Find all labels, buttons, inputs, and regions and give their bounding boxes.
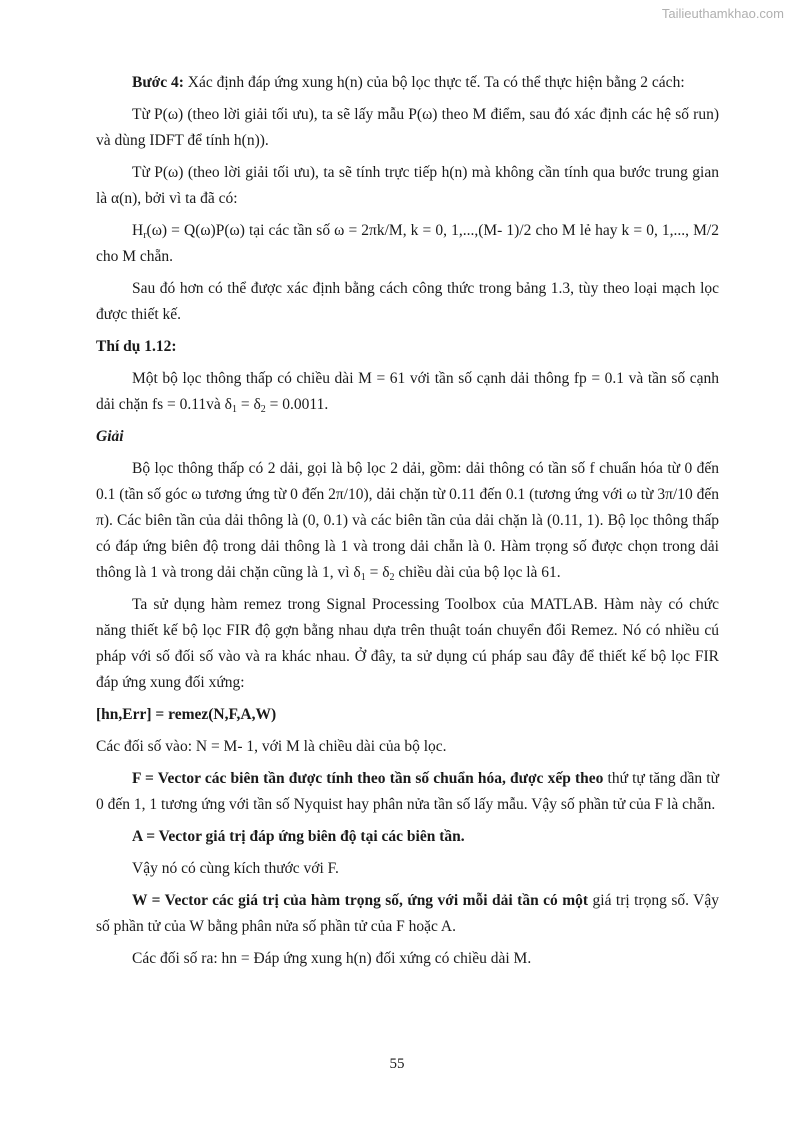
- paragraph-table-ref: Sau đó hơn có thể được xác định bằng cách công thức trong bảng 1.3, tùy theo loại mạch lọc được thiết kế.: [96, 280, 719, 323]
- paragraph-inputs: Các đối số vào: N = M- 1, với M là chiều dài của bộ lọc.: [96, 738, 447, 755]
- paragraph-f-vector: [96, 766, 719, 818]
- ex-b: = δ: [237, 396, 261, 413]
- ex-c: = 0.0011.: [265, 396, 329, 413]
- step4-label: Bước 4:: [132, 74, 184, 91]
- w-vector-bold: W = Vector các giá trị của hàm trọng số, ứng với mỗi dải tần có một: [132, 892, 589, 909]
- paragraph-method2: Từ P(ω) (theo lời giải tối ưu), ta sẽ tính trực tiếp h(n) mà không cần tính qua bước trung gian là α(n), bởi vì ta đã có:: [96, 164, 719, 207]
- paragraph-example: [96, 366, 719, 418]
- hr-a: H: [132, 222, 144, 239]
- page-content: [96, 70, 719, 972]
- paragraph-solution: [96, 456, 719, 586]
- sol-c: chiều dài của bộ lọc là 61.: [394, 564, 561, 581]
- ex-a: Một bộ lọc thông thấp có chiều dài M = 61 với tần số cạnh dải thông fp = 0.1 và tần số cạnh dải chặn fs = 0.11và δ: [96, 370, 719, 413]
- f-vector-text: thứ tự tăng dần từ 0 đến 1, 1 tương ứng với tần số Nyquist hay phân nửa tần số lấy mẫu. Vậy số phần tử của F là chẵn.: [96, 770, 720, 813]
- page-number: 55: [389, 1056, 405, 1072]
- sol-b: = δ: [365, 564, 390, 581]
- paragraph-outputs: Các đối số ra: hn = Đáp ứng xung h(n) đối xứng có chiều dài M.: [132, 950, 532, 967]
- paragraph-method1: Từ P(ω) (theo lời giải tối ưu), ta sẽ lấy mẫu P(ω) theo M điểm, sau đó xác định các hệ số run) và dùng IDFT để tính h(n)).: [96, 106, 719, 149]
- ex-sub2: 2: [260, 404, 266, 415]
- sol-sub2: 2: [389, 572, 395, 583]
- watermark: Tailieuthamkhao.com: [661, 6, 784, 21]
- paragraph-a-size: Vậy nó có cùng kích thước với F.: [132, 860, 339, 877]
- solution-heading: Giải: [96, 428, 124, 445]
- paragraph-hr-formula: [96, 218, 719, 270]
- f-vector-bold: F = Vector các biên tần được tính theo tần số chuẩn hóa, được xếp theo: [132, 770, 604, 787]
- paragraph-a-vector: A = Vector giá trị đáp ứng biên độ tại các biên tần.: [132, 828, 465, 845]
- w-vector-text: giá trị trọng số. Vậy số phần tử của W bằng phân nửa số phần tử của F hoặc A.: [96, 892, 719, 935]
- paragraph-remez: Ta sử dụng hàm remez trong Signal Processing Toolbox của MATLAB. Hàm này có chức năng thiết kế bộ lọc FIR độ gợn bằng nhau dựa trên thuật toán chuyển đổi Remez. Nó có nhiều cú pháp với số đối số vào và ra khác nhau. Ở đây, ta sử dụng cú pháp sau đây để thiết kế bộ lọc FIR đáp ứng xung đối xứng:: [96, 596, 719, 691]
- sol-a: Bộ lọc thông thấp có 2 dải, gọi là bộ lọc 2 dải, gồm: dải thông có tần số f chuẩn hóa từ 0 đến 0.1 (tần số góc ω tương ứng từ 0 đến 2π/10), dải chặn từ 0.11 đến 0.1 (tương ứng với ω từ 3π/10 đến π). Các biên tần của dải thông là (0, 0.1) và các biên tần của dải chặn là (0.11, 1). Bộ lọc thông thấp có đáp ứng biên độ trong dải thông là 1 và trong dải chẵn là 0. Hàm trọng số được chọn trong dải thông là 1 và trong dải chặn cũng là 1, vì δ: [96, 460, 719, 581]
- hr-b: (ω) = Q(ω)P(ω) tại các tần số ω = 2πk/M, k = 0, 1,...,(M- 1)/2 cho M lẻ hay k = 0, 1,..., M/2 cho M chẵn.: [96, 222, 719, 265]
- paragraph-step4: [96, 70, 719, 96]
- hr-sub: r: [143, 230, 147, 241]
- remez-syntax: [hn,Err] = remez(N,F,A,W): [96, 706, 277, 723]
- example-heading: Thí dụ 1.12:: [96, 338, 177, 355]
- ex-sub1: 1: [232, 404, 237, 415]
- step4-text: Xác định đáp ứng xung h(n) của bộ lọc thực tế. Ta có thể thực hiện bằng 2 cách:: [183, 74, 685, 91]
- paragraph-w-vector: [96, 888, 719, 940]
- sol-sub1: 1: [360, 572, 366, 583]
